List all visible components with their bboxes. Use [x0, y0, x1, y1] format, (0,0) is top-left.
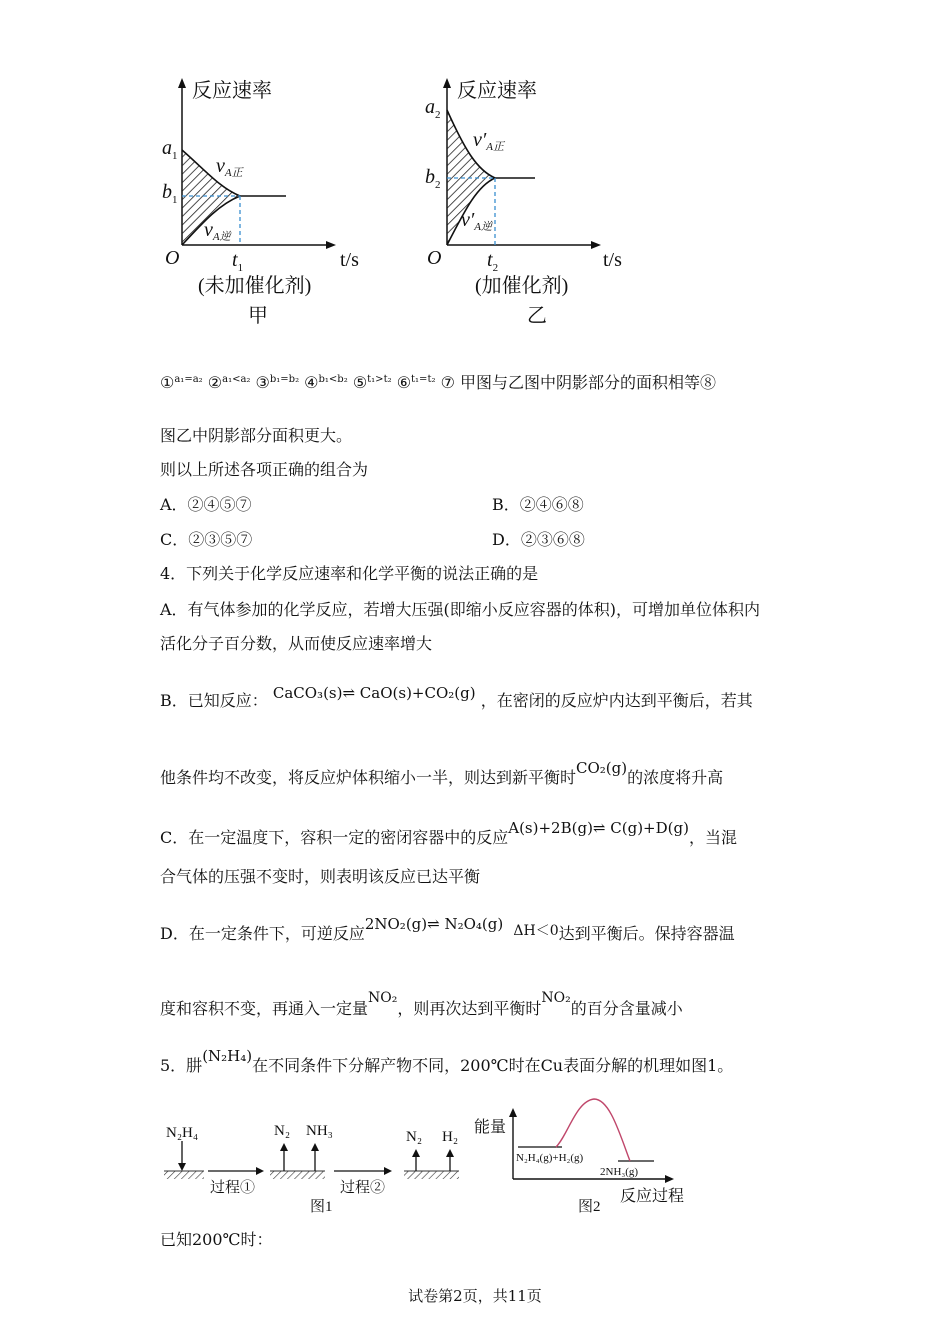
- figure-1-caption: 图1: [310, 1199, 333, 1215]
- y-axis-label: 反应速率: [457, 80, 537, 102]
- v-reverse-label: $v'_{A逆}$: [461, 209, 492, 233]
- item-1-text: a₁=a₂: [174, 374, 203, 385]
- b-label: $b_1$: [162, 181, 178, 206]
- figure-caption: (加催化剂): [475, 275, 569, 297]
- q4-option-d-line-1[interactable]: [160, 914, 735, 944]
- item-2-number: ②: [207, 373, 223, 392]
- q4-option-b-line-2: [160, 758, 723, 788]
- q4-option-d-equation: 2NO₂(g)⇌ N₂O₄(g): [364, 915, 504, 933]
- a-label: $a_2$: [425, 96, 441, 121]
- item-5-number: ⑤: [352, 373, 368, 392]
- item-6-number: ⑥: [396, 373, 412, 392]
- figure-caption: (未加催化剂): [198, 275, 312, 297]
- figure-1-mechanism: [160, 1115, 470, 1225]
- q4-option-b-equation: CaCO₃(s)⇌ CaO(s)+CO₂(g): [272, 684, 476, 702]
- q4-option-b-lead: B．已知反应：: [160, 691, 268, 710]
- x-axis-arrow: [591, 241, 601, 249]
- v-reverse-label: $v_{A逆}$: [204, 219, 231, 243]
- q3-option-b[interactable]: B．②④⑥⑧: [492, 495, 584, 514]
- item-4-text: b₁<b₂: [318, 374, 348, 385]
- n2-label-1: N₂: [274, 1123, 291, 1139]
- q4-option-b-co2: CO₂(g): [576, 759, 628, 777]
- item-3-number: ③: [255, 373, 270, 392]
- v-forward-label: $v_{A正}$: [216, 155, 243, 179]
- n2-label-2: N₂: [406, 1129, 423, 1145]
- q5-stem-lead: 5．肼: [160, 1056, 203, 1075]
- t-label: $t_2$: [487, 249, 499, 274]
- y-axis-arrow: [178, 78, 186, 88]
- q5-hydrazine-formula: (N₂H₄): [202, 1047, 253, 1065]
- q4-option-b-line-1[interactable]: [160, 683, 753, 711]
- figure-yi: [415, 70, 645, 340]
- q5-stem-tail: 在不同条件下分解产物不同，200℃时在Cu表面分解的机理如图1。: [252, 1056, 734, 1075]
- item-6-text: t₁=t₂: [411, 374, 436, 385]
- page-footer: 试卷第2页，共11页: [408, 1287, 542, 1305]
- q4-option-c-line-2: 合气体的压强不变时，则表明该反应已达平衡: [160, 867, 481, 886]
- figure-name: 乙: [527, 305, 547, 327]
- q4-option-d-tail: 达到平衡后。保持容器温: [558, 924, 735, 943]
- reactants-label: N₂H₄(g)+H₂(g): [516, 1152, 584, 1164]
- origin-label: O: [427, 247, 442, 269]
- figure-name: 甲: [248, 305, 268, 327]
- q4-option-c-line-1[interactable]: [160, 818, 737, 848]
- q4-option-c-tail: ，当混: [688, 828, 737, 847]
- y-axis-arrow: [443, 78, 451, 88]
- process-2-label: 过程②: [340, 1180, 386, 1196]
- q5-known-text: 已知200℃时：: [160, 1230, 273, 1249]
- q4-option-d-text-a: 度和容积不变，再通入一定量: [160, 999, 369, 1018]
- cu-surface-2: [270, 1171, 325, 1179]
- q3-line-3: 则以上所述各项正确的组合为: [160, 460, 369, 479]
- v-forward-label: $v'_{A正}$: [473, 129, 504, 153]
- q3-line-2: 图乙中阴影部分面积更大。: [160, 426, 353, 445]
- q4-option-a-line-2: 活化分子百分数，从而使反应速率增大: [160, 634, 433, 653]
- h2-label: H₂: [442, 1129, 459, 1145]
- q3-option-a[interactable]: A．②④⑤⑦: [160, 495, 252, 514]
- n2h4-label: N₂H₄: [166, 1125, 199, 1141]
- q4-option-b-tail: ，在密闭的反应炉内达到平衡后，若其: [480, 691, 753, 710]
- energy-axis-label: 能量: [474, 1119, 507, 1136]
- q4-option-d-text-c: 的百分含量减小: [570, 999, 683, 1018]
- item-2-text: a₁<a₂: [222, 374, 251, 385]
- nh3-label: NH₃: [306, 1123, 333, 1139]
- cu-surface-1: [164, 1171, 204, 1179]
- q4-option-d-line-2: [160, 988, 683, 1019]
- process-axis-label: 反应过程: [620, 1188, 685, 1205]
- q3-statements: [160, 370, 716, 393]
- cu-surface-3: [404, 1171, 459, 1179]
- q3-option-d[interactable]: D．②③⑥⑧: [492, 530, 585, 549]
- figure-jia: [150, 70, 380, 340]
- q4-option-a-line-1[interactable]: A．有气体参加的化学反应，若增大压强(即缩小反应容器的体积)，可增加单位体积内: [160, 600, 761, 619]
- q5-stem: [160, 1046, 733, 1076]
- item-5-text: t₁>t₂: [367, 374, 392, 385]
- figure-2-energy: [470, 1095, 710, 1225]
- figure-2-caption: 图2: [578, 1199, 601, 1215]
- q4-option-c-lead: C．在一定温度下，容积一定的密闭容器中的反应: [160, 828, 509, 847]
- origin-label: O: [165, 247, 180, 269]
- x-axis-arrow: [326, 241, 336, 249]
- y-axis-label: 反应速率: [192, 80, 272, 102]
- item-1-number: ①: [160, 373, 175, 392]
- q4-option-d-enthalpy: ΔH＜0: [513, 923, 559, 939]
- q4-option-b-text: 他条件均不改变，将反应炉体积缩小一半，则达到新平衡时: [160, 768, 577, 787]
- t-label: $t_1$: [232, 249, 244, 274]
- process-1-label: 过程①: [210, 1180, 256, 1196]
- b-label: $b_2$: [425, 166, 441, 191]
- q4-option-d-no2-b: NO₂: [541, 990, 571, 1006]
- x-axis-label: t/s: [340, 249, 359, 271]
- item-4-number: ④: [304, 373, 319, 392]
- item-3-text: b₁=b₂: [269, 374, 300, 385]
- a-label: $a_1$: [162, 137, 178, 162]
- item-7-text: ⑦ 甲图与乙图中阴影部分的面积相等⑧: [440, 373, 716, 392]
- q4-option-b-end: 的浓度将升高: [627, 768, 724, 787]
- x-axis-label: t/s: [603, 249, 622, 271]
- q4-option-c-equation: A(s)+2B(g)⇌ C(g)+D(g): [508, 819, 689, 837]
- q4-stem: 4．下列关于化学反应速率和化学平衡的说法正确的是: [160, 564, 539, 583]
- products-label: 2NH₃(g): [600, 1166, 639, 1178]
- q4-option-d-lead: D．在一定条件下，可逆反应: [160, 924, 365, 943]
- q3-option-c[interactable]: C．②③⑤⑦: [160, 530, 253, 549]
- q4-option-d-text-b: ，则再次达到平衡时: [397, 999, 542, 1018]
- q4-option-d-no2-a: NO₂: [368, 990, 398, 1006]
